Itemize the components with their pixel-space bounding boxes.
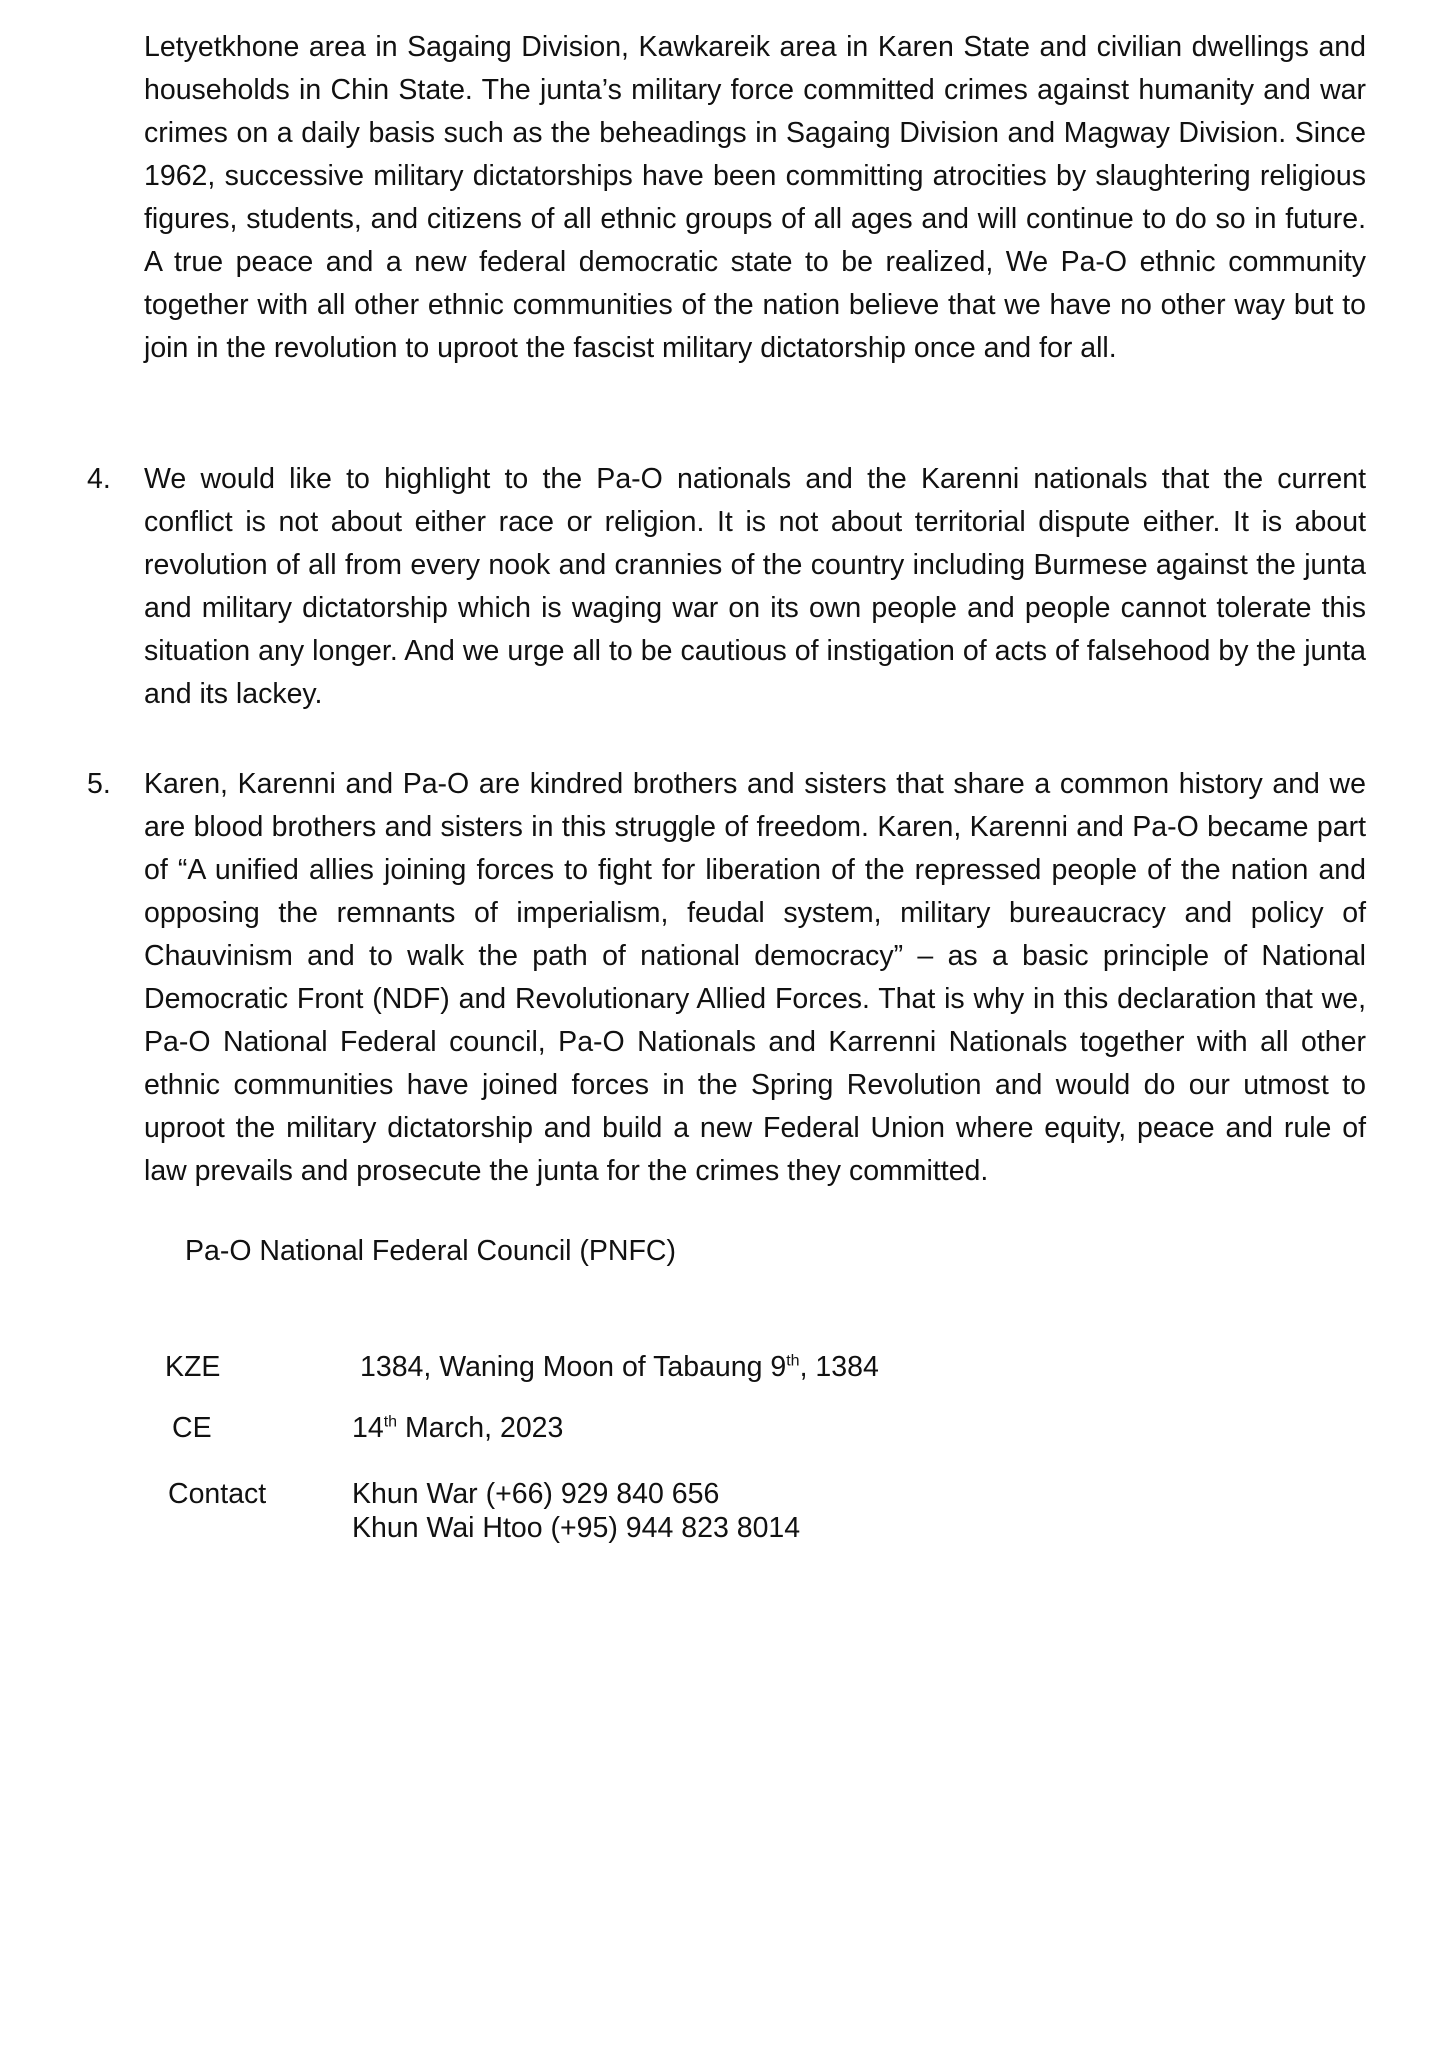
paragraph-5-number: 5. xyxy=(87,768,111,800)
contact-line-1: Khun War (+66) 929 840 656 xyxy=(352,1478,720,1510)
paragraph-4-text: We would like to highlight to the Pa-O nationals and the Karenni nationals that the current conflict is not about either race or religion. It is not about territorial dispute either. It is about revolution of all from every nook and crannies of the country including Burmese against the junta and military dictatorship which is waging war on its own people and people cannot tolerate this situation any longer. And we urge all to be cautious of instigation of acts of falsehood by the junta and its lackey. xyxy=(144,463,1366,710)
signature-organization: Pa-O National Federal Council (PNFC) xyxy=(185,1235,676,1267)
paragraph-3-continued: Letyetkhone area in Sagaing Division, Kawkareik area in Karen State and civilian dwellings and households in Chin State. The junta’s military force committed crimes against humanity and war crimes on a daily basis such as the beheadings in Sagaing Division and Magway Division. Since 1962, successive military dictatorships have been committing atrocities by slaughtering religious figures, students, and citizens of all ethnic groups of all ages and will continue to do so in future. A true peace and a new federal democratic state to be realized, We Pa-O ethnic community together with all other ethnic communities of the nation believe that we have no other way but to join in the revolution to uproot the fascist military dictatorship once and for all. xyxy=(144,31,1366,364)
kze-date-year: , 1384 xyxy=(799,1351,879,1383)
contact-label: Contact xyxy=(168,1478,267,1510)
kze-label: KZE xyxy=(165,1351,221,1383)
contact-line-2: Khun Wai Htoo (+95) 944 823 8014 xyxy=(352,1512,801,1544)
ce-date-day: 14 xyxy=(352,1412,384,1444)
kze-date-main: 1384, Waning Moon of Tabaung 9 xyxy=(360,1351,787,1383)
paragraph-4-number: 4. xyxy=(87,463,111,495)
kze-date xyxy=(360,1350,879,1384)
kze-date-ordinal: th xyxy=(786,1352,800,1370)
paragraph-5-text: Karen, Karenni and Pa-O are kindred brothers and sisters that share a common history and we are blood brothers and sisters in this struggle of freedom. Karen, Karenni and Pa-O became part of “A unified allies joining forces to fight for liberation of the repressed people of the nation and opposing the remnants of imperialism, feudal system, military bureaucracy and policy of Chauvinism and to walk the path of national democracy” – as a basic principle of National Democratic Front (NDF) and Revolutionary Allied Forces. That is why in this declaration that we, Pa-O National Federal council, Pa-O Nationals and Karrenni Nationals together with all other ethnic communities have joined forces in the Spring Revolution and would do our utmost to uproot the military dictatorship and build a new Federal Union where equity, peace and rule of law prevails and prosecute the junta for the crimes they committed. xyxy=(144,768,1366,1187)
ce-date xyxy=(352,1411,563,1445)
ce-date-month-year: March, 2023 xyxy=(397,1412,564,1444)
ce-label: CE xyxy=(172,1412,212,1444)
ce-date-ordinal: th xyxy=(383,1413,398,1431)
